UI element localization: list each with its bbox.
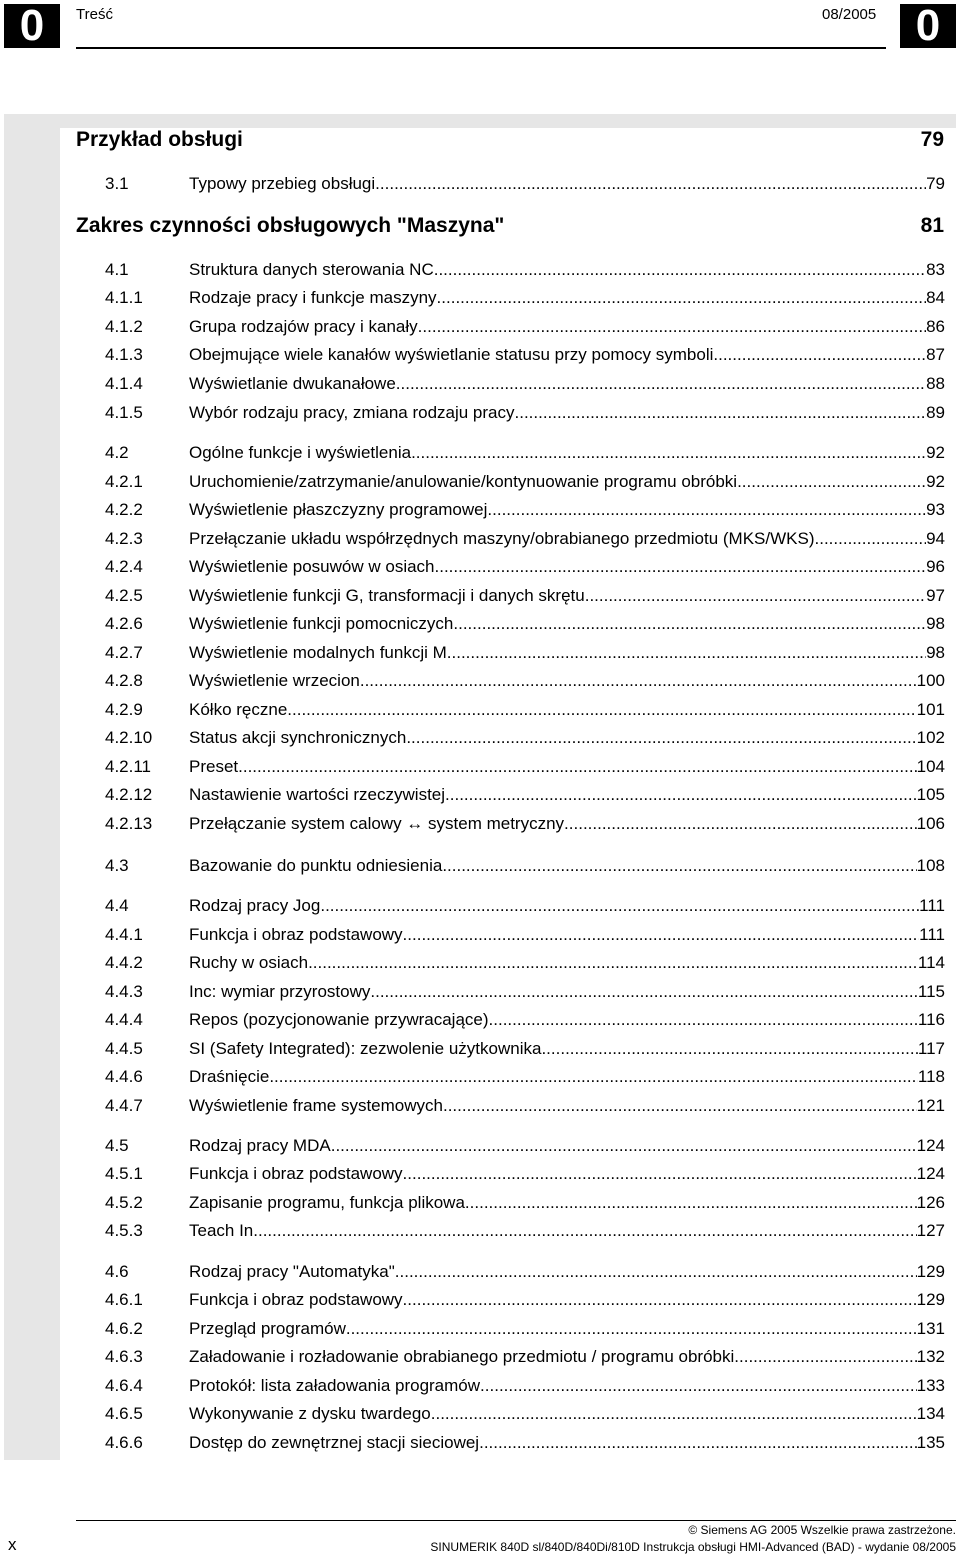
panel-top-bar (60, 114, 956, 128)
toc-dot-leader (253, 1221, 916, 1241)
toc-entry-number: 4.6.1 (105, 1290, 143, 1309)
toc-entry-page: 92 (926, 443, 945, 462)
toc-entry[interactable] (105, 345, 945, 369)
toc-entry-page: 129 (916, 1290, 945, 1309)
toc-dot-leader (487, 500, 926, 520)
footer-product: SINUMERIK 840D sl/840D/840Di/810D Instrukcja obsługi HMI-Advanced (BAD) - wydanie 08/2005 (430, 1540, 956, 1554)
toc-entry-line (189, 856, 945, 876)
toc-entry[interactable] (105, 1404, 945, 1428)
toc-entry-number: 4.2.2 (105, 500, 143, 519)
toc-entry-number: 4.2.11 (105, 757, 152, 776)
toc-entry-number: 4.6 (105, 1262, 129, 1281)
toc-dot-leader (445, 785, 917, 805)
toc-entry[interactable] (105, 896, 945, 920)
toc-entry-number: 4.5.2 (105, 1193, 143, 1212)
toc-entry-title: Funkcja i obraz podstawowy (189, 1164, 403, 1183)
toc-entry-title: Wyświetlenie płaszczyzny programowej (189, 500, 488, 519)
toc-chapter-page: 81 (920, 214, 944, 237)
header-title: Treść (76, 6, 113, 23)
toc-entry-number: 4.1.5 (105, 403, 143, 422)
toc-entry-title: Rodzaj pracy "Automatyka" (189, 1262, 395, 1281)
toc-entry[interactable] (105, 1164, 945, 1188)
toc-entry[interactable] (105, 1262, 945, 1286)
toc-entry-title: Nastawienie wartości rzeczywistej (189, 785, 446, 804)
toc-entry-page: 101 (916, 700, 945, 719)
toc-entry-page: 89 (926, 403, 945, 422)
toc-dot-leader (395, 1262, 917, 1282)
toc-entry-title: Wyświetlenie modalnych funkcji M (189, 643, 447, 662)
toc-entry-number: 4.4.5 (105, 1039, 143, 1058)
toc-entry-page: 124 (916, 1136, 945, 1155)
toc-dot-leader (434, 260, 926, 280)
toc-entry-number: 4.2.3 (105, 529, 143, 548)
toc-entry-line (189, 288, 945, 308)
toc-entry-number: 4.5.1 (105, 1164, 143, 1183)
toc-entry-line (189, 345, 945, 365)
toc-entry-number: 4.2.7 (105, 643, 143, 662)
toc-entry-line (189, 728, 945, 748)
toc-entry-number: 4.2.8 (105, 671, 143, 690)
toc-entry-page: 111 (919, 925, 945, 944)
toc-dot-leader (403, 925, 920, 945)
toc-dot-leader (713, 345, 926, 365)
toc-entry[interactable] (105, 1096, 945, 1120)
toc-entry-number: 3.1 (105, 174, 129, 193)
toc-dot-leader (734, 1347, 916, 1367)
toc-entry[interactable] (105, 1221, 945, 1245)
toc-entry[interactable] (105, 953, 945, 977)
toc-entry-number: 4.4.6 (105, 1067, 143, 1086)
toc-entry-title: Inc: wymiar przyrostowy (189, 982, 371, 1001)
toc-entry[interactable] (105, 403, 945, 427)
toc-entry-line (189, 260, 945, 280)
toc-entry[interactable] (105, 856, 945, 880)
toc-dot-leader (443, 1096, 917, 1116)
toc-dot-leader (564, 814, 917, 834)
toc-entry-title: Struktura danych sterowania NC (189, 260, 434, 279)
toc-entry-line (189, 1404, 945, 1424)
toc-entry-line (189, 700, 945, 720)
toc-entry-title: Protokół: lista załadowania programów (189, 1376, 481, 1395)
toc-entry-title: Repos (pozycjonowanie przywracające) (189, 1010, 489, 1029)
toc-entry-title: Rodzaj pracy MDA (189, 1136, 331, 1155)
toc-entry-title: Wyświetlenie posuwów w osiach (189, 557, 435, 576)
toc-entry-number: 4.4.2 (105, 953, 143, 972)
toc-entry-number: 4.1 (105, 260, 129, 279)
toc-chapter-page: 79 (920, 128, 944, 151)
panel-side-bar (4, 114, 60, 1460)
toc-entry-title: Obejmujące wiele kanałów wyświetlanie statusu przy pomocy symboli (189, 345, 714, 364)
toc-entry[interactable] (105, 260, 945, 284)
toc-chapter-title: Przykład obsługi (76, 128, 243, 151)
toc-entry-number: 4.6.6 (105, 1433, 143, 1452)
toc-entry-page: 133 (916, 1376, 945, 1395)
toc-entry-title: Przełączanie system calowy ↔ system metryczny (189, 814, 565, 833)
toc-entry-page: 108 (916, 856, 945, 875)
toc-entry-line (189, 500, 945, 520)
chapter-tab-right: 0 (900, 4, 956, 48)
toc-entry-title: Funkcja i obraz podstawowy (189, 1290, 403, 1309)
toc-entry-page: 132 (916, 1347, 945, 1366)
toc-entry-line (189, 785, 945, 805)
toc-entry[interactable] (105, 1193, 945, 1217)
toc-entry-title: Zapisanie programu, funkcja plikowa (189, 1193, 465, 1212)
toc-entry-title: Ogólne funkcje i wyświetlenia (189, 443, 412, 462)
toc-dot-leader (308, 953, 918, 973)
toc-entry-line (189, 953, 945, 973)
toc-entry-number: 4.6.3 (105, 1347, 143, 1366)
toc-entry-page: 117 (917, 1039, 945, 1058)
toc-entry-page: 83 (926, 260, 945, 279)
toc-entry-line (189, 174, 945, 194)
toc-dot-leader (515, 403, 927, 423)
toc-dot-leader (320, 896, 919, 916)
toc-entry-page: 134 (916, 1404, 945, 1423)
toc-entry[interactable] (105, 1136, 945, 1160)
toc-entry-page: 131 (916, 1319, 945, 1338)
toc-entry-page: 106 (916, 814, 945, 833)
toc-entry-page: 116 (917, 1010, 945, 1029)
toc-entry-number: 4.4 (105, 896, 129, 915)
toc-entry-page: 129 (916, 1262, 945, 1281)
toc-entry-page: 127 (916, 1221, 945, 1240)
toc-entry-number: 4.2.9 (105, 700, 143, 719)
toc-entry-line (189, 1347, 945, 1367)
toc-entry-number: 4.6.2 (105, 1319, 143, 1338)
toc-entry-number: 4.2.5 (105, 586, 143, 605)
toc-entry-line (189, 982, 945, 1002)
toc-entry-title: Wyświetlenie funkcji pomocniczych (189, 614, 454, 633)
toc-entry-page: 87 (926, 345, 945, 364)
toc-entry[interactable] (105, 1290, 945, 1314)
footer-copyright: © Siemens AG 2005 Wszelkie prawa zastrzeżone. (688, 1523, 956, 1537)
toc-entry[interactable] (105, 814, 945, 838)
toc-entry-page: 92 (926, 472, 945, 491)
toc-entry-page: 96 (926, 557, 945, 576)
toc-dot-leader (815, 529, 927, 549)
toc-dot-leader (287, 700, 916, 720)
toc-entry[interactable] (105, 443, 945, 467)
toc-dot-leader (489, 1010, 918, 1030)
toc-entry-number: 4.1.1 (105, 288, 143, 307)
toc-entry[interactable] (105, 1347, 945, 1371)
toc-entry-title: Wykonywanie z dysku twardego (189, 1404, 431, 1423)
toc-entry-title: Załadowanie i rozładowanie obrabianego przedmiotu / programu obróbki (189, 1347, 735, 1366)
toc-entry-title: Bazowanie do punktu odniesienia (189, 856, 443, 875)
toc-entry-number: 4.6.5 (105, 1404, 143, 1423)
toc-entry-line (189, 1067, 945, 1087)
toc-entry-page: 115 (917, 982, 945, 1001)
toc-entry-title: Preset (189, 757, 239, 776)
toc-entry-title: Wyświetlenie funkcji G, transformacji i danych skrętu (189, 586, 585, 605)
toc-entry-title: Dostęp do zewnętrznej stacji sieciowej (189, 1433, 480, 1452)
toc-entry-line (189, 374, 945, 394)
toc-entry[interactable] (105, 671, 945, 695)
toc-entry-page: 135 (916, 1433, 945, 1452)
toc-entry-title: Wyświetlenie wrzecion (189, 671, 360, 690)
toc-entry-number: 4.4.1 (105, 925, 143, 944)
toc-entry-number: 4.1.3 (105, 345, 143, 364)
footer-rule (76, 1520, 956, 1521)
toc-entry-number: 4.1.2 (105, 317, 143, 336)
toc-entry-number: 4.2.10 (105, 728, 153, 747)
toc-entry-page: 98 (926, 614, 945, 633)
toc-entry-number: 4.2.12 (105, 785, 153, 804)
toc-entry-number: 4.2.4 (105, 557, 143, 576)
toc-entry-page: 88 (926, 374, 945, 393)
toc-entry-line (189, 443, 945, 463)
toc-dot-leader (453, 614, 926, 634)
toc-entry[interactable] (105, 1376, 945, 1400)
toc-dot-leader (431, 1404, 917, 1424)
toc-entry-line (189, 1039, 945, 1059)
toc-entry-page: 86 (926, 317, 945, 336)
toc-entry-title: Przełączanie układu współrzędnych maszyny/obrabianego przedmiotu (MKS/WKS) (189, 529, 815, 548)
toc-entry[interactable] (105, 614, 945, 638)
toc-chapter[interactable] (76, 128, 944, 158)
toc-dot-leader (737, 472, 926, 492)
toc-entry-title: Grupa rodzajów pracy i kanały (189, 317, 418, 336)
toc-entry-title: Rodzaje pracy i funkcje maszyny (189, 288, 437, 307)
toc-entry[interactable] (105, 757, 945, 781)
toc-entry-number: 4.1.4 (105, 374, 143, 393)
toc-chapter[interactable] (76, 214, 944, 244)
toc-dot-leader (437, 288, 927, 308)
toc-entry[interactable] (105, 1067, 945, 1091)
toc-dot-leader (238, 757, 916, 777)
toc-dot-leader (269, 1067, 918, 1087)
toc-entry[interactable] (105, 472, 945, 496)
toc-entry-number: 4.2 (105, 443, 129, 462)
toc-dot-leader (465, 1193, 917, 1213)
toc-entry-number: 4.5.3 (105, 1221, 143, 1240)
toc-entry-number: 4.5 (105, 1136, 129, 1155)
toc-entry-page: 100 (916, 671, 945, 690)
toc-entry-title: Uruchomienie/zatrzymanie/anulowanie/kontynuowanie programu obróbki (189, 472, 738, 491)
footer-page-mark: x (8, 1535, 17, 1554)
toc-entry-line (189, 757, 945, 777)
toc-entry-line (189, 1096, 945, 1116)
toc-entry[interactable] (105, 643, 945, 667)
toc-dot-leader (479, 1433, 917, 1453)
toc-entry[interactable] (105, 700, 945, 724)
toc-dot-leader (447, 643, 926, 663)
toc-dot-leader (541, 1039, 917, 1059)
toc-entry[interactable] (105, 529, 945, 553)
toc-entry-page: 97 (926, 586, 945, 605)
toc-dot-leader (480, 1376, 917, 1396)
toc-entry[interactable] (105, 174, 945, 198)
toc-entry-title: Wybór rodzaju pracy, zmiana rodzaju pracy (189, 403, 515, 422)
toc-dot-leader (346, 1319, 917, 1339)
toc-dot-leader (403, 1164, 917, 1184)
toc-entry-page: 94 (926, 529, 945, 548)
toc-entry-page: 93 (926, 500, 945, 519)
toc-dot-leader (411, 443, 926, 463)
toc-entry[interactable] (105, 317, 945, 341)
toc-entry-page: 104 (916, 757, 945, 776)
toc-entry[interactable] (105, 1010, 945, 1034)
toc-entry-line (189, 1376, 945, 1396)
toc-entry-page: 114 (917, 953, 945, 972)
toc-entry-title: Typowy przebieg obsługi (189, 174, 376, 193)
toc-entry-page: 111 (919, 896, 945, 915)
toc-entry-line (189, 896, 945, 916)
toc-entry[interactable] (105, 288, 945, 312)
toc-dot-leader (331, 1136, 917, 1156)
toc-entry-title: SI (Safety Integrated): zezwolenie użytkownika (189, 1039, 542, 1058)
toc-entry-line (189, 1221, 945, 1241)
toc-entry-page: 105 (916, 785, 945, 804)
toc-dot-leader (375, 174, 926, 194)
toc-entry-line (189, 1136, 945, 1156)
toc-entry[interactable] (105, 1039, 945, 1063)
toc-entry-number: 4.4.7 (105, 1096, 143, 1115)
toc-entry-line (189, 1193, 945, 1213)
toc-entry-line (189, 925, 945, 945)
toc-entry-title: Teach In (189, 1221, 254, 1240)
toc-dot-leader (406, 728, 916, 748)
toc-entry[interactable] (105, 586, 945, 610)
toc-dot-leader (403, 1290, 917, 1310)
toc-dot-leader (396, 374, 926, 394)
toc-dot-leader (418, 317, 926, 337)
toc-entry-line (189, 317, 945, 337)
toc-entry-line (189, 1319, 945, 1339)
toc-entry[interactable] (105, 785, 945, 809)
toc-entry-line (189, 643, 945, 663)
toc-dot-leader (435, 557, 927, 577)
toc-entry[interactable] (105, 728, 945, 752)
toc-dot-leader (585, 586, 926, 606)
toc-entry-title: Rodzaj pracy Jog (189, 896, 321, 915)
toc-entry-page: 79 (926, 174, 945, 193)
toc-entry-line (189, 586, 945, 606)
toc-dot-leader (360, 671, 917, 691)
toc-entry-line (189, 814, 945, 834)
toc-entry-title: Funkcja i obraz podstawowy (189, 925, 403, 944)
toc-entry-number: 4.2.13 (105, 814, 153, 833)
header-rule (76, 47, 886, 49)
toc-entry-line (189, 403, 945, 423)
toc-entry-line (189, 671, 945, 691)
toc-entry-number: 4.3 (105, 856, 129, 875)
toc-entry-title: Przegląd programów (189, 1319, 346, 1338)
toc-entry[interactable] (105, 500, 945, 524)
toc-entry[interactable] (105, 1433, 945, 1457)
toc-entry-line (189, 614, 945, 634)
toc-entry-title: Draśnięcie (189, 1067, 270, 1086)
toc-entry-line (189, 1290, 945, 1310)
toc-dot-leader (442, 856, 916, 876)
toc-entry-line (189, 1010, 945, 1030)
toc-entry-page: 102 (916, 728, 945, 747)
toc-entry-title: Ruchy w osiach (189, 953, 309, 972)
toc-entry-page: 126 (916, 1193, 945, 1212)
toc-entry[interactable] (105, 925, 945, 949)
toc-entry-line (189, 529, 945, 549)
toc-entry-page: 121 (916, 1096, 945, 1115)
chapter-tab-left: 0 (4, 4, 60, 48)
toc-entry[interactable] (105, 1319, 945, 1343)
toc-chapter-title: Zakres czynności obsługowych "Maszyna" (76, 214, 505, 237)
header-date: 08/2005 (822, 6, 877, 23)
toc-entry-page: 98 (926, 643, 945, 662)
toc-entry-line (189, 557, 945, 577)
toc-entry-title: Wyświetlanie dwukanałowe (189, 374, 396, 393)
toc-entry-page: 84 (926, 288, 945, 307)
toc-entry[interactable] (105, 374, 945, 398)
toc-entry-line (189, 472, 945, 492)
toc-entry-line (189, 1164, 945, 1184)
toc-entry-title: Kółko ręczne (189, 700, 288, 719)
toc-entry[interactable] (105, 557, 945, 581)
toc-entry-title: Wyświetlenie frame systemowych (189, 1096, 443, 1115)
toc-entry-line (189, 1433, 945, 1453)
toc-entry-page: 118 (917, 1067, 945, 1086)
toc-entry-number: 4.6.4 (105, 1376, 143, 1395)
toc-entry-number: 4.2.6 (105, 614, 143, 633)
toc-entry-number: 4.2.1 (105, 472, 143, 491)
toc-entry-number: 4.4.3 (105, 982, 143, 1001)
toc-entry-line (189, 1262, 945, 1282)
toc-entry[interactable] (105, 982, 945, 1006)
toc-entry-title: Status akcji synchronicznych (189, 728, 407, 747)
toc-entry-page: 124 (916, 1164, 945, 1183)
toc-entry-number: 4.4.4 (105, 1010, 143, 1029)
toc-dot-leader (370, 982, 918, 1002)
